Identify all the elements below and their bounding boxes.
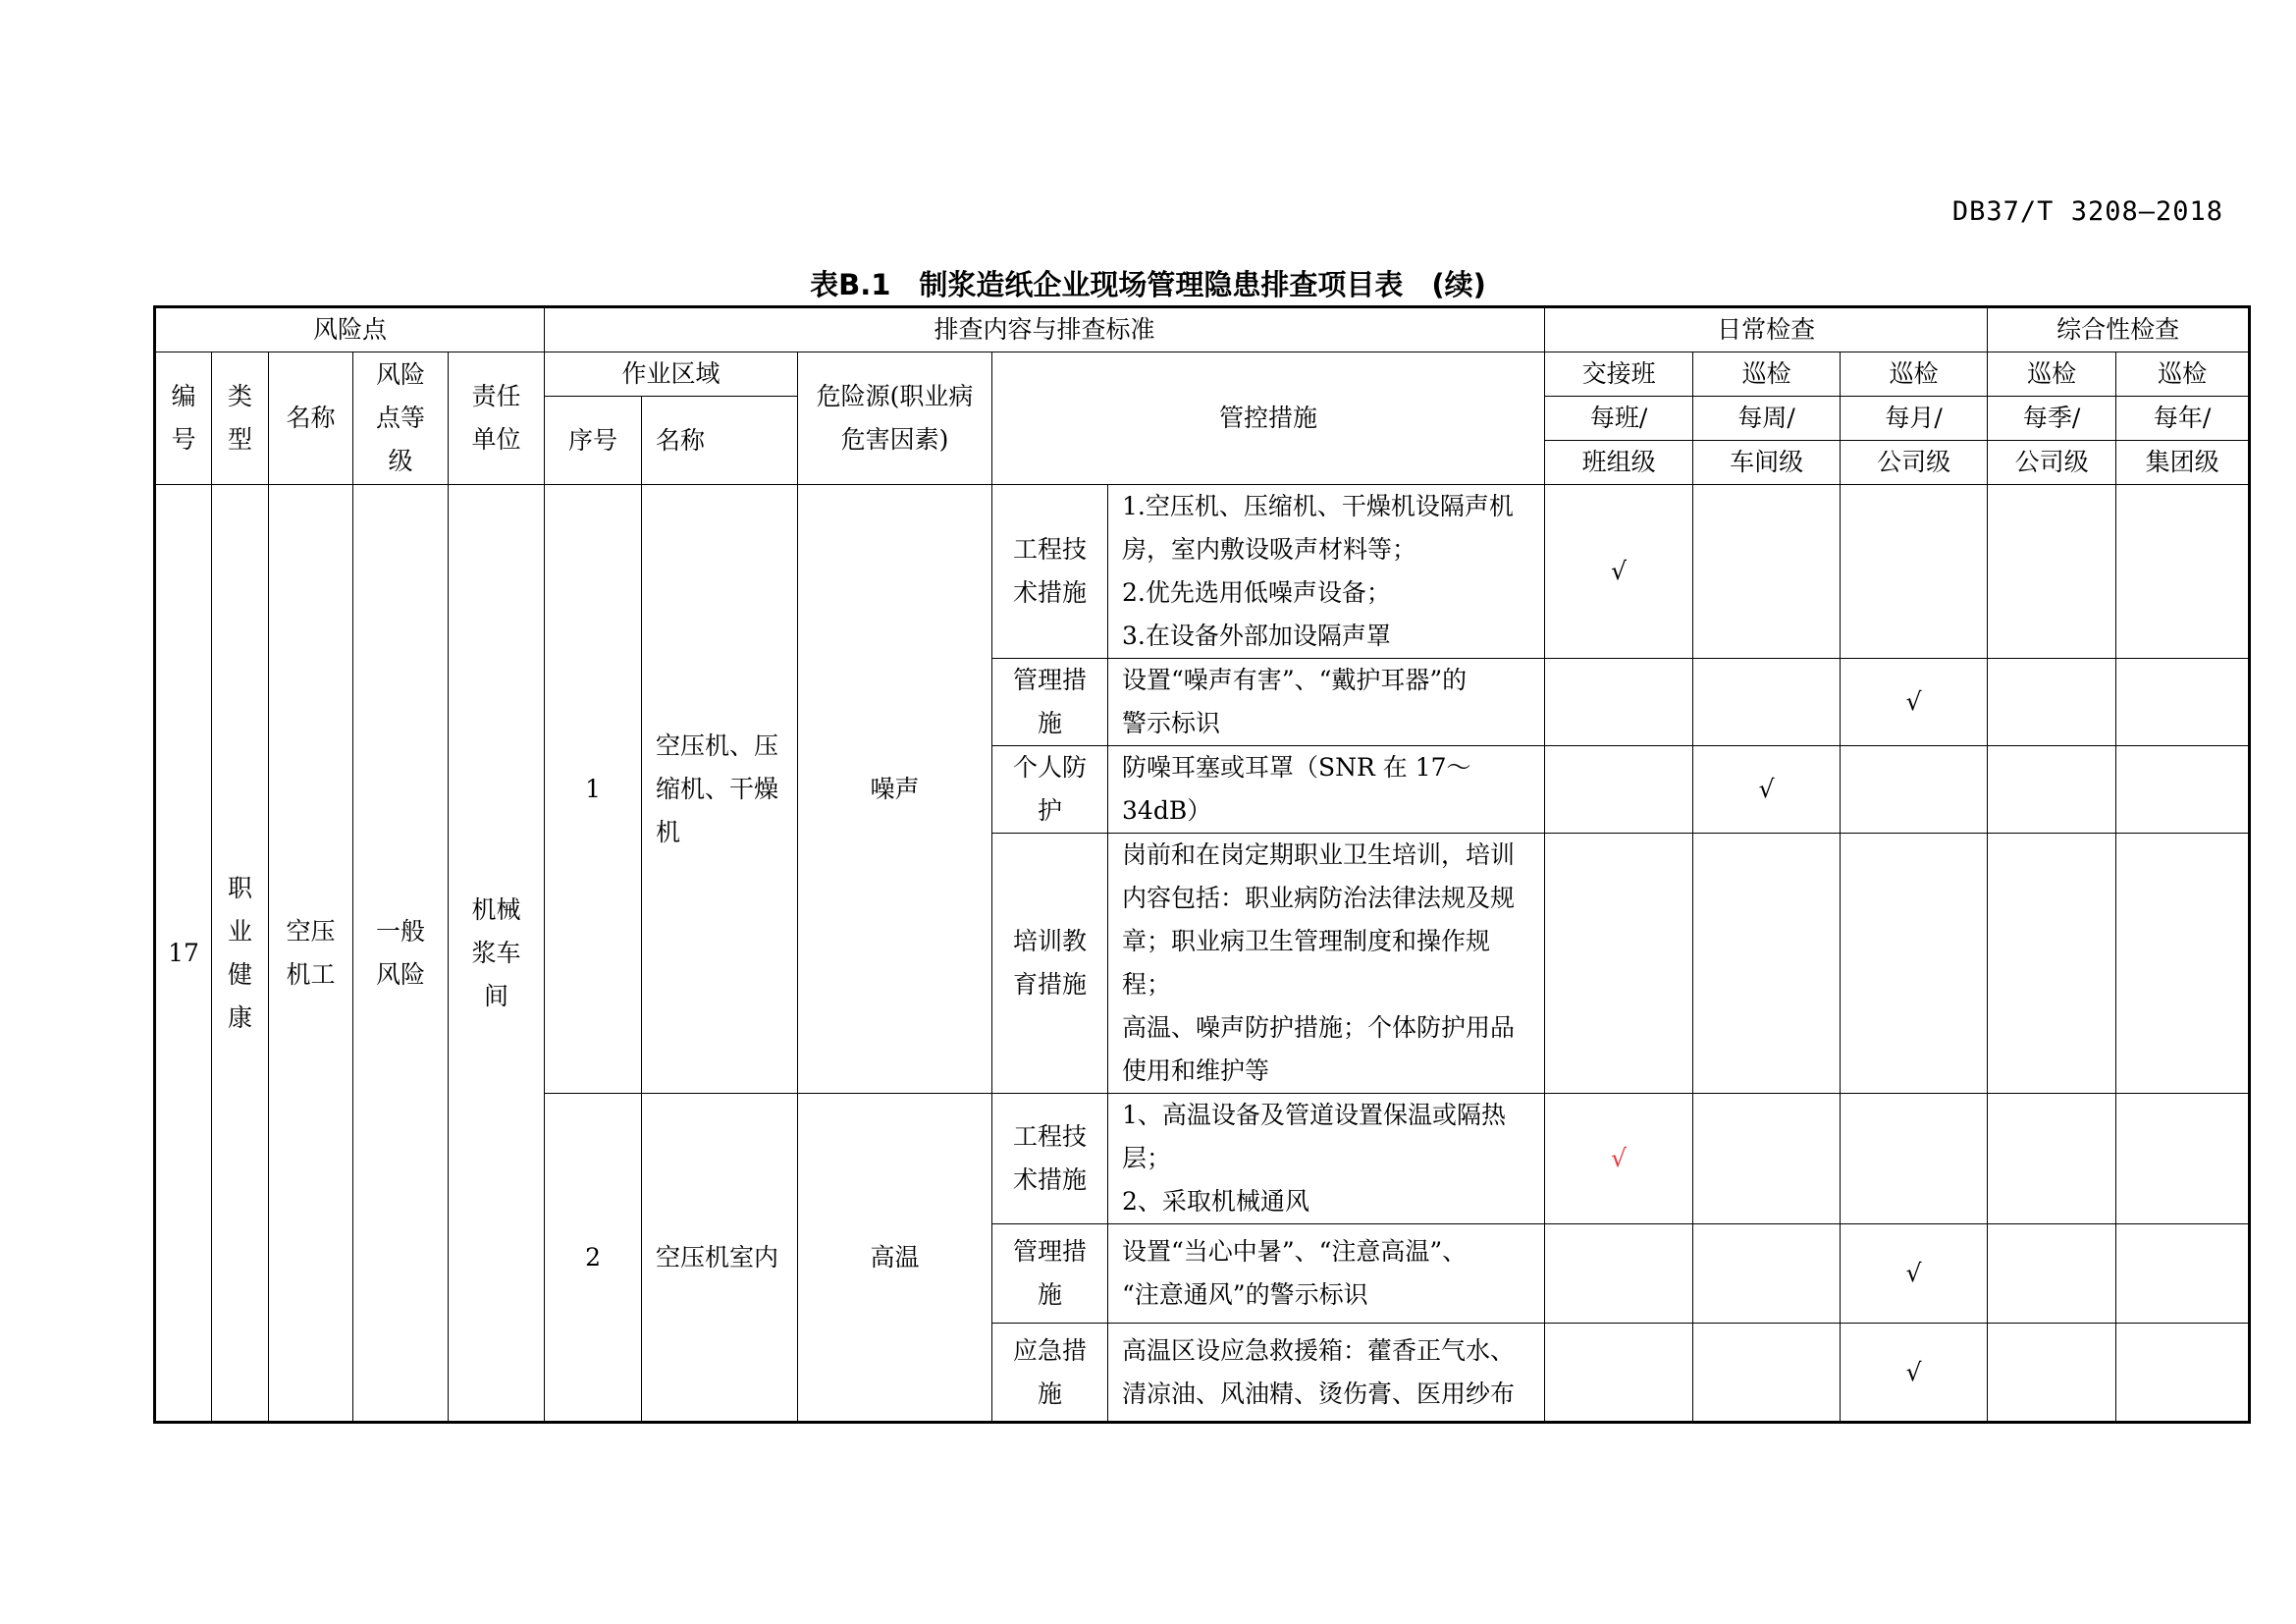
- header-area-seq: 序号: [545, 397, 642, 485]
- header-level: 公司级: [1841, 441, 1988, 485]
- check-mark: [1841, 746, 1988, 834]
- check-mark: [1988, 1094, 2116, 1224]
- header-name: 名称: [269, 352, 353, 485]
- check-mark: [2116, 1224, 2250, 1324]
- header-hazard-source: 危险源(职业病 危害因素): [798, 352, 992, 485]
- measure-content: 1、高温设备及管道设置保温或隔热 层； 2、采取机械通风: [1108, 1094, 1545, 1224]
- measure-type: 工程技 术措施: [992, 1094, 1108, 1224]
- header-responsible-unit: 责任 单位: [449, 352, 545, 485]
- header-level: 车间级: [1693, 441, 1841, 485]
- header-frequency: 每季/: [1988, 397, 2116, 441]
- hazard-source: 噪声: [798, 485, 992, 1094]
- check-mark: [1988, 746, 2116, 834]
- header-comprehensive-check: 综合性检查: [1988, 307, 2250, 352]
- measure-type: 应急措 施: [992, 1324, 1108, 1423]
- check-mark: [2116, 659, 2250, 746]
- check-mark: [1693, 659, 1841, 746]
- header-patrol: 巡检: [2116, 352, 2250, 397]
- check-mark: [1545, 659, 1693, 746]
- header-frequency: 每月/: [1841, 397, 1988, 441]
- check-mark: [1545, 1324, 1693, 1423]
- check-mark: √: [1545, 485, 1693, 659]
- document-code: DB37/T 3208—2018: [1951, 196, 2223, 227]
- check-mark: [1988, 1324, 2116, 1423]
- header-control-measures: 管控措施: [992, 352, 1545, 485]
- table-title: 表B.1 制浆造纸企业现场管理隐患排查项目表 (续): [810, 268, 1486, 301]
- measure-content: 高温区设应急救援箱：藿香正气水、 清凉油、风油精、烫伤膏、医用纱布: [1108, 1324, 1545, 1423]
- check-mark: [1545, 834, 1693, 1094]
- record-type: 职 业 健 康: [212, 485, 269, 1423]
- check-mark: [1841, 1094, 1988, 1224]
- check-mark: [2116, 1094, 2250, 1224]
- measure-content: 设置“噪声有害”、“戴护耳器”的 警示标识: [1108, 659, 1545, 746]
- check-mark: [1693, 1324, 1841, 1423]
- area-name: 空压机室内: [642, 1094, 798, 1423]
- header-area-name: 名称: [642, 397, 798, 485]
- check-mark: [1988, 1224, 2116, 1324]
- header-type: 类 型: [212, 352, 269, 485]
- header-patrol: 巡检: [1693, 352, 1841, 397]
- check-mark: [2116, 485, 2250, 659]
- check-mark: [2116, 1324, 2250, 1423]
- record-risk-level: 一般 风险: [353, 485, 449, 1423]
- area-seq: 2: [545, 1094, 642, 1423]
- check-mark: [1988, 834, 2116, 1094]
- check-mark: [1988, 485, 2116, 659]
- check-mark: [1693, 485, 1841, 659]
- record-no: 17: [155, 485, 212, 1423]
- header-level: 集团级: [2116, 441, 2250, 485]
- record-responsible-unit: 机械 浆车 间: [449, 485, 545, 1423]
- header-level: 班组级: [1545, 441, 1693, 485]
- measure-type: 管理措 施: [992, 1224, 1108, 1324]
- check-mark: [1693, 834, 1841, 1094]
- area-seq: 1: [545, 485, 642, 1094]
- header-risk-level: 风险 点等 级: [353, 352, 449, 485]
- check-mark: [1841, 834, 1988, 1094]
- header-shift: 交接班: [1545, 352, 1693, 397]
- header-patrol: 巡检: [1841, 352, 1988, 397]
- header-frequency: 每年/: [2116, 397, 2250, 441]
- check-mark: √: [1841, 659, 1988, 746]
- check-mark: √: [1693, 746, 1841, 834]
- measure-type: 管理措 施: [992, 659, 1108, 746]
- check-mark: [1693, 1224, 1841, 1324]
- header-no: 编 号: [155, 352, 212, 485]
- header-daily-check: 日常检查: [1545, 307, 1988, 352]
- check-mark: [1988, 659, 2116, 746]
- measure-type: 培训教 育措施: [992, 834, 1108, 1094]
- check-mark: [1841, 485, 1988, 659]
- check-mark: [2116, 834, 2250, 1094]
- header-level: 公司级: [1988, 441, 2116, 485]
- header-risk-point: 风险点: [155, 307, 545, 352]
- measure-content: 1.空压机、压缩机、干燥机设隔声机 房，室内敷设吸声材料等； 2.优先选用低噪声设备； 3.在设备外部加设隔声罩: [1108, 485, 1545, 659]
- header-work-area: 作业区域: [545, 352, 798, 397]
- header-frequency: 每周/: [1693, 397, 1841, 441]
- check-mark: √: [1841, 1324, 1988, 1423]
- header-check-content: 排查内容与排查标准: [545, 307, 1545, 352]
- check-mark: [1545, 746, 1693, 834]
- header-frequency: 每班/: [1545, 397, 1693, 441]
- check-mark: [1545, 1224, 1693, 1324]
- record-name: 空压 机工: [269, 485, 353, 1423]
- hazard-source: 高温: [798, 1094, 992, 1423]
- measure-content: 设置“当心中暑”、“注意高温”、 “注意通风”的警示标识: [1108, 1224, 1545, 1324]
- area-name: 空压机、压 缩机、干燥 机: [642, 485, 798, 1094]
- hazard-inspection-table: [153, 305, 2251, 1424]
- measure-content: 防噪耳塞或耳罩（SNR 在 17～34dB）: [1108, 746, 1545, 834]
- measure-type: 个人防 护: [992, 746, 1108, 834]
- check-mark: √: [1545, 1094, 1693, 1224]
- check-mark: [2116, 746, 2250, 834]
- header-patrol: 巡检: [1988, 352, 2116, 397]
- check-mark: [1693, 1094, 1841, 1224]
- measure-type: 工程技 术措施: [992, 485, 1108, 659]
- check-mark: √: [1841, 1224, 1988, 1324]
- measure-content: 岗前和在岗定期职业卫生培训，培训 内容包括：职业病防治法律法规及规 章；职业病卫生管理制度和操作规程； 高温、噪声防护措施；个体防护用品 使用和维护等: [1108, 834, 1545, 1094]
